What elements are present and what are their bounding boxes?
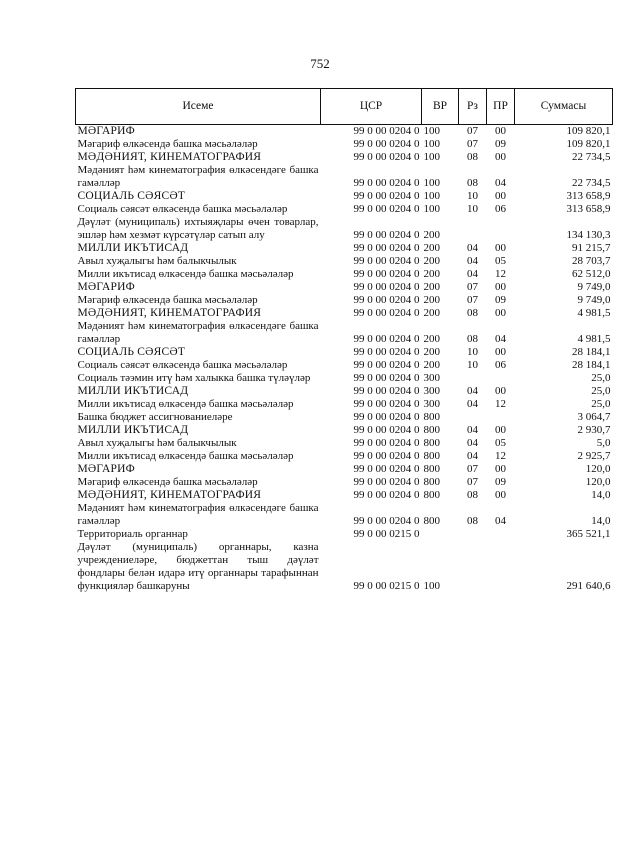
row-name: Мәдәният һәм кинематография өлкәсендәге башка гамәлләр xyxy=(77,320,319,345)
row-pr: 05 xyxy=(495,437,506,449)
row-pr xyxy=(487,541,515,593)
row-pr: 00 xyxy=(495,281,506,293)
row-csr: 99 0 00 0204 0 xyxy=(353,372,420,384)
row-rz: 10 xyxy=(467,190,478,202)
row-sum: 134 130,3 xyxy=(566,229,611,241)
row-csr: 99 0 00 0204 0 xyxy=(353,450,420,462)
table-row xyxy=(76,281,613,294)
row-vr: 200 xyxy=(423,268,440,280)
row-csr: 99 0 00 0204 0 xyxy=(353,346,420,358)
header-rz: Рз xyxy=(459,89,487,125)
table-row xyxy=(76,216,613,242)
row-sum: 120,0 xyxy=(585,463,611,475)
row-pr: 00 xyxy=(495,242,506,254)
table-row xyxy=(76,190,613,203)
row-vr: 800 xyxy=(423,489,440,501)
row-rz: 04 xyxy=(467,450,478,462)
row-rz: 07 xyxy=(467,281,478,293)
row-name: Милли икътисад өлкәсендә башка мәсьәләләр xyxy=(77,450,294,462)
row-sum: 14,0 xyxy=(591,489,611,501)
row-csr: 99 0 00 0215 0 xyxy=(353,528,420,540)
table-row xyxy=(76,411,613,424)
row-vr: 200 xyxy=(423,307,440,319)
row-sum: 109 820,1 xyxy=(566,125,611,137)
row-name: МИЛЛИ ИКЪТИСАД xyxy=(77,424,189,436)
row-csr: 99 0 00 0215 0 xyxy=(353,580,420,592)
row-csr: 99 0 00 0204 0 xyxy=(353,203,420,215)
row-sum: 365 521,1 xyxy=(566,528,611,540)
row-pr: 12 xyxy=(495,398,506,410)
table-header-row xyxy=(76,89,613,125)
row-sum: 109 820,1 xyxy=(566,138,611,150)
row-name: Территориаль органнар xyxy=(77,528,188,540)
row-vr: 800 xyxy=(423,463,440,475)
row-name: Мәгариф өлкәсендә башка мәсьәләләр xyxy=(77,138,258,150)
row-sum: 4 981,5 xyxy=(577,333,611,345)
row-pr: 00 xyxy=(495,463,506,475)
row-sum: 3 064,7 xyxy=(577,411,611,423)
table-row xyxy=(76,424,613,437)
row-csr: 99 0 00 0204 0 xyxy=(353,489,420,501)
row-name: Милли икътисад өлкәсендә башка мәсьәләләр xyxy=(77,268,294,280)
table-row xyxy=(76,398,613,411)
row-pr: 00 xyxy=(495,385,506,397)
row-vr: 800 xyxy=(423,515,440,527)
row-name: СОЦИАЛЬ СӘЯСӘТ xyxy=(77,190,186,202)
row-vr: 200 xyxy=(423,229,440,241)
row-csr: 99 0 00 0204 0 xyxy=(353,307,420,319)
row-rz: 08 xyxy=(467,307,478,319)
row-pr: 09 xyxy=(495,294,506,306)
row-sum: 313 658,9 xyxy=(566,203,611,215)
row-rz: 08 xyxy=(467,489,478,501)
table-row xyxy=(76,489,613,502)
table-row xyxy=(76,385,613,398)
row-rz: 04 xyxy=(467,242,478,254)
row-sum: 25,0 xyxy=(591,398,611,410)
row-name: Башка бюджет ассигнованиеләре xyxy=(77,411,233,423)
row-rz: 04 xyxy=(467,268,478,280)
row-pr xyxy=(487,411,515,424)
row-vr: 200 xyxy=(423,242,440,254)
row-rz xyxy=(459,528,487,541)
row-name: Мәгариф өлкәсендә башка мәсьәләләр xyxy=(77,476,258,488)
row-vr: 300 xyxy=(423,385,440,397)
header-pr: ПР xyxy=(487,89,515,125)
row-vr: 200 xyxy=(423,294,440,306)
row-name: МӘГАРИФ xyxy=(77,463,135,475)
row-name: Мәдәният һәм кинематография өлкәсендәге башка гамәлләр xyxy=(77,502,319,527)
row-rz: 08 xyxy=(467,333,478,345)
row-pr: 06 xyxy=(495,359,506,371)
row-rz: 07 xyxy=(467,294,478,306)
row-rz: 04 xyxy=(467,255,478,267)
table-row xyxy=(76,346,613,359)
table-row xyxy=(76,476,613,489)
row-vr: 100 xyxy=(423,138,440,150)
row-vr: 800 xyxy=(423,476,440,488)
header-sum: Суммасы xyxy=(515,89,613,125)
row-vr: 200 xyxy=(423,281,440,293)
row-vr: 800 xyxy=(423,411,440,423)
row-name: Мәгариф өлкәсендә башка мәсьәләләр xyxy=(77,294,258,306)
row-rz: 04 xyxy=(467,437,478,449)
row-sum: 62 512,0 xyxy=(572,268,611,280)
row-csr: 99 0 00 0204 0 xyxy=(353,398,420,410)
row-sum: 91 215,7 xyxy=(572,242,611,254)
table-row xyxy=(76,203,613,216)
row-name: МӘГАРИФ xyxy=(77,281,135,293)
page-number: 752 xyxy=(310,56,330,71)
row-rz: 04 xyxy=(467,424,478,436)
table-row xyxy=(76,541,613,593)
table-row xyxy=(76,294,613,307)
table-row xyxy=(76,528,613,541)
table-row xyxy=(76,502,613,528)
row-pr: 09 xyxy=(495,476,506,488)
row-sum: 14,0 xyxy=(591,515,611,527)
row-csr: 99 0 00 0204 0 xyxy=(353,255,420,267)
row-pr: 00 xyxy=(495,489,506,501)
row-sum: 5,0 xyxy=(596,437,611,449)
row-vr: 800 xyxy=(423,450,440,462)
row-sum: 9 749,0 xyxy=(577,281,611,293)
row-rz xyxy=(459,216,487,242)
row-name: МӘДӘНИЯТ, КИНЕМАТОГРАФИЯ xyxy=(77,489,262,501)
row-vr: 300 xyxy=(423,372,440,384)
row-rz: 10 xyxy=(467,203,478,215)
row-csr: 99 0 00 0204 0 xyxy=(353,281,420,293)
row-csr: 99 0 00 0204 0 xyxy=(353,177,420,189)
row-csr: 99 0 00 0204 0 xyxy=(353,138,420,150)
row-name: МИЛЛИ ИКЪТИСАД xyxy=(77,242,189,254)
row-rz: 04 xyxy=(467,385,478,397)
row-pr: 04 xyxy=(495,515,506,527)
row-rz xyxy=(459,541,487,593)
row-csr: 99 0 00 0204 0 xyxy=(353,125,420,137)
header-vr: ВР xyxy=(422,89,459,125)
row-rz: 04 xyxy=(467,398,478,410)
row-csr: 99 0 00 0204 0 xyxy=(353,190,420,202)
table-row xyxy=(76,372,613,385)
row-rz xyxy=(459,411,487,424)
row-sum: 9 749,0 xyxy=(577,294,611,306)
row-vr: 100 xyxy=(423,190,440,202)
row-vr: 100 xyxy=(423,125,440,137)
row-vr: 200 xyxy=(423,333,440,345)
row-name: МӘГАРИФ xyxy=(77,125,135,137)
row-name: Социаль сәясәт өлкәсендә башка мәсьәләләр xyxy=(77,359,288,371)
row-sum: 2 925,7 xyxy=(577,450,611,462)
table-row xyxy=(76,255,613,268)
table-row xyxy=(76,151,613,164)
row-rz: 07 xyxy=(467,125,478,137)
table-row xyxy=(76,320,613,346)
row-name: МӘДӘНИЯТ, КИНЕМАТОГРАФИЯ xyxy=(77,151,262,163)
row-rz: 07 xyxy=(467,138,478,150)
table-row xyxy=(76,359,613,372)
table-row xyxy=(76,463,613,476)
row-sum: 28 184,1 xyxy=(572,346,611,358)
table-row xyxy=(76,164,613,190)
row-pr xyxy=(487,372,515,385)
row-csr: 99 0 00 0204 0 xyxy=(353,424,420,436)
row-name: Социаль сәясәт өлкәсендә башка мәсьәләләр xyxy=(77,203,288,215)
row-sum: 313 658,9 xyxy=(566,190,611,202)
row-sum: 120,0 xyxy=(585,476,611,488)
row-csr: 99 0 00 0204 0 xyxy=(353,333,420,345)
row-pr: 04 xyxy=(495,177,506,189)
row-vr: 800 xyxy=(423,437,440,449)
row-csr: 99 0 00 0204 0 xyxy=(353,268,420,280)
row-name: Дәүләт (муниципаль) органнары, казна учреждениеләре, бюджеттан тыш дәүләт фондлары белән идарә итү органнары тарафыннан функцияләр башкаруны xyxy=(77,541,319,592)
row-sum: 25,0 xyxy=(591,372,611,384)
row-csr: 99 0 00 0204 0 xyxy=(353,476,420,488)
row-pr: 04 xyxy=(495,333,506,345)
row-name: Авыл хуҗалыгы һәм балыкчылык xyxy=(77,437,237,449)
row-pr: 00 xyxy=(495,151,506,163)
row-pr: 00 xyxy=(495,424,506,436)
row-rz: 07 xyxy=(467,476,478,488)
row-name: Мәдәният һәм кинематография өлкәсендәге башка гамәлләр xyxy=(77,164,319,189)
row-name: МИЛЛИ ИКЪТИСАД xyxy=(77,385,189,397)
row-pr: 09 xyxy=(495,138,506,150)
row-pr: 00 xyxy=(495,307,506,319)
row-name: СОЦИАЛЬ СӘЯСӘТ xyxy=(77,346,186,358)
row-name: Милли икътисад өлкәсендә башка мәсьәләләр xyxy=(77,398,294,410)
row-pr: 00 xyxy=(495,125,506,137)
row-vr: 200 xyxy=(423,359,440,371)
table-row xyxy=(76,307,613,320)
row-vr: 300 xyxy=(423,398,440,410)
row-vr: 100 xyxy=(423,203,440,215)
row-name: Социаль тәэмин итү һәм халыкка башка түләүләр xyxy=(77,372,311,384)
row-sum: 25,0 xyxy=(591,385,611,397)
table-row xyxy=(76,125,613,139)
row-pr xyxy=(487,216,515,242)
row-name: Авыл хуҗалыгы һәм балыкчылык xyxy=(77,255,237,267)
row-pr: 06 xyxy=(495,203,506,215)
row-csr: 99 0 00 0204 0 xyxy=(353,411,420,423)
row-rz xyxy=(459,372,487,385)
row-pr: 00 xyxy=(495,190,506,202)
row-rz: 08 xyxy=(467,515,478,527)
table-row xyxy=(76,138,613,151)
row-rz: 08 xyxy=(467,151,478,163)
table-row xyxy=(76,437,613,450)
row-vr: 100 xyxy=(423,177,440,189)
row-rz: 10 xyxy=(467,359,478,371)
row-csr: 99 0 00 0204 0 xyxy=(353,437,420,449)
row-vr: 800 xyxy=(423,424,440,436)
row-csr: 99 0 00 0204 0 xyxy=(353,242,420,254)
row-vr: 100 xyxy=(423,151,440,163)
row-sum: 28 184,1 xyxy=(572,359,611,371)
header-name: Исеме xyxy=(76,89,321,125)
table-row xyxy=(76,242,613,255)
row-sum: 2 930,7 xyxy=(577,424,611,436)
row-pr: 00 xyxy=(495,346,506,358)
row-pr xyxy=(487,528,515,541)
row-rz: 07 xyxy=(467,463,478,475)
row-pr: 12 xyxy=(495,450,506,462)
row-vr: 200 xyxy=(423,346,440,358)
row-csr: 99 0 00 0204 0 xyxy=(353,151,420,163)
row-sum: 291 640,6 xyxy=(566,580,611,592)
row-name: МӘДӘНИЯТ, КИНЕМАТОГРАФИЯ xyxy=(77,307,262,319)
row-pr: 05 xyxy=(495,255,506,267)
table-row xyxy=(76,450,613,463)
budget-table xyxy=(75,88,613,593)
row-sum: 28 703,7 xyxy=(572,255,611,267)
row-vr: 100 xyxy=(423,580,440,592)
row-name: Дәүләт (муниципаль) ихтыяҗлары өчен товарлар, эшләр һәм хезмәт күрсәтүләр сатып алу xyxy=(77,216,319,241)
row-csr: 99 0 00 0204 0 xyxy=(353,294,420,306)
row-sum: 4 981,5 xyxy=(577,307,611,319)
table-row xyxy=(76,268,613,281)
row-vr xyxy=(422,528,459,541)
row-vr: 200 xyxy=(423,255,440,267)
row-csr: 99 0 00 0204 0 xyxy=(353,463,420,475)
row-csr: 99 0 00 0204 0 xyxy=(353,229,420,241)
header-csr: ЦСР xyxy=(321,89,422,125)
row-csr: 99 0 00 0204 0 xyxy=(353,515,420,527)
row-csr: 99 0 00 0204 0 xyxy=(353,359,420,371)
row-rz: 10 xyxy=(467,346,478,358)
row-pr: 12 xyxy=(495,268,506,280)
row-sum: 22 734,5 xyxy=(572,177,611,189)
table-body xyxy=(76,125,613,594)
row-rz: 08 xyxy=(467,177,478,189)
row-sum: 22 734,5 xyxy=(572,151,611,163)
row-csr: 99 0 00 0204 0 xyxy=(353,385,420,397)
